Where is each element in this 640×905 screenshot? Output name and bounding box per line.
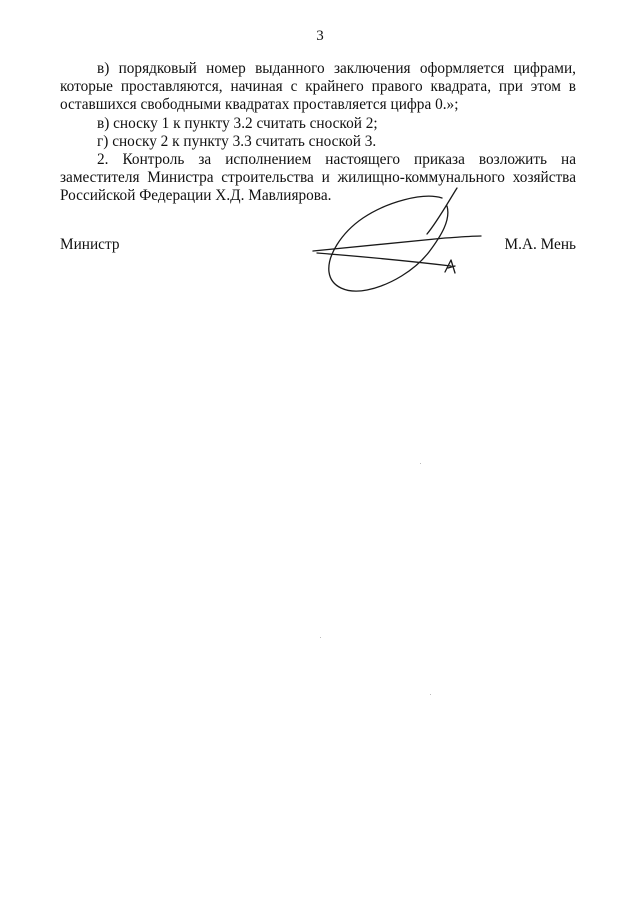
signer-title: Министр bbox=[60, 236, 120, 253]
scan-speck bbox=[420, 463, 421, 464]
paragraph-control-clause: 2. Контроль за исполнением настоящего приказа возложить на заместителя Министра строительства и жилищно-коммунального хозяйства Российской Федерации Х.Д. Мавлиярова. bbox=[60, 151, 576, 205]
paragraph-item-v-numbering: в) порядковый номер выданного заключения оформляется цифрами, которые проставляются, начиная с крайнего правого квадрата, при этом в оставшихся свободными квадратах проставляется цифра 0.»; bbox=[60, 60, 576, 114]
scan-speck bbox=[430, 694, 431, 695]
page-number: 3 bbox=[316, 28, 324, 44]
scan-speck bbox=[320, 637, 321, 638]
signer-name: М.А. Мень bbox=[504, 236, 576, 253]
handwritten-signature bbox=[305, 180, 485, 300]
paragraph-item-g-footnote-2: г) сноску 2 к пункту 3.3 считать сноской 3. bbox=[97, 132, 377, 150]
paragraph-item-v-footnote-1: в) сноску 1 к пункту 3.2 считать сноской 2; bbox=[97, 114, 378, 132]
